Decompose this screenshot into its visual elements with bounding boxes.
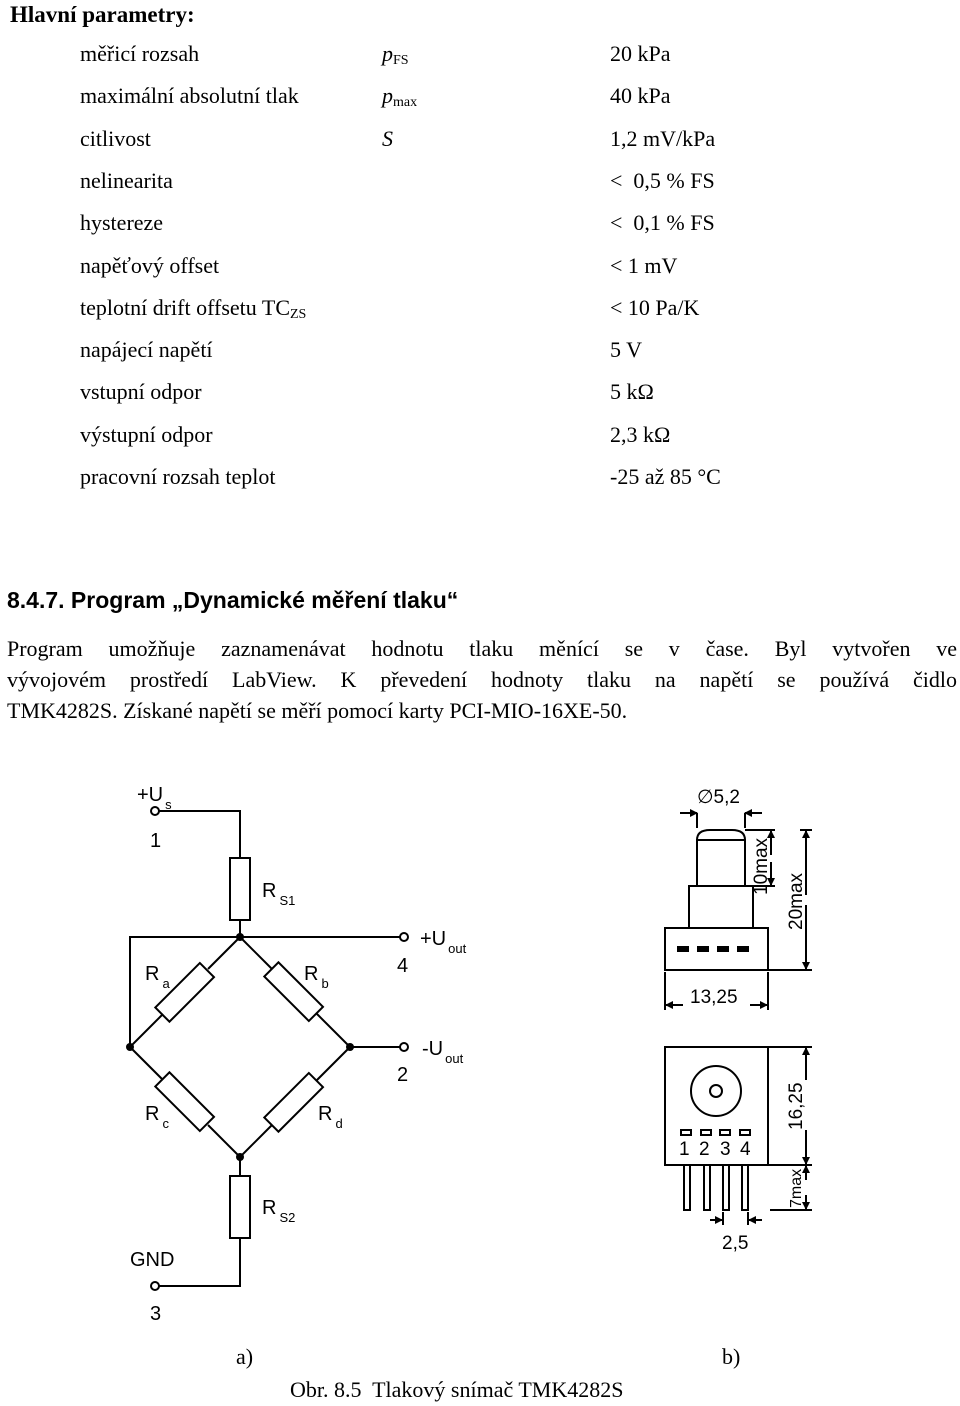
terminal-uout-pos <box>400 933 408 941</box>
port-base <box>689 886 753 928</box>
resistor-rs1 <box>230 858 250 920</box>
param-name: výstupní odpor <box>80 421 213 447</box>
param-value: 1,2 mV/kPa <box>610 125 716 151</box>
paragraph-line-1: Program umožňuje zaznamenávat hodnotu tlaku měnící se v čase. Byl vytvořen ve <box>7 636 957 661</box>
pin-1-lead <box>684 1165 690 1210</box>
terminal-uout-neg <box>400 1043 408 1051</box>
paragraph-line-3: TMK4282S. Získané napětí se měří pomocí karty PCI-MIO-16XE-50. <box>7 698 628 723</box>
label-uout-pos: +U $_{out}$ <box>420 928 467 956</box>
figure-caption: Obr. 8.5 Tlakový snímač TMK4282S <box>290 1377 624 1402</box>
param-value: 5 kΩ <box>610 379 654 405</box>
param-value: < 0,5 % FS <box>610 167 715 193</box>
wire-supply <box>159 811 240 858</box>
pin-label-3: 3 <box>720 1139 731 1160</box>
label-gnd: GND <box>130 1249 175 1271</box>
pin-label-4: 4 <box>740 1139 751 1160</box>
param-value: 2,3 kΩ <box>610 421 671 447</box>
dim-2-5: 2,5 <box>722 1233 749 1254</box>
param-value: < 10 Pa/K <box>610 294 700 320</box>
resistor-rd <box>264 1073 323 1132</box>
label-pin1: 1 <box>150 830 162 852</box>
label-rb: R $_b$ <box>304 963 329 991</box>
dim-7max: 7max <box>788 1168 805 1208</box>
label-pin4: 4 <box>397 955 409 977</box>
param-name: teplotní drift offsetu $TC_{ZS}$ <box>80 294 307 322</box>
param-value: 20 kPa <box>610 41 671 66</box>
dim-16-25: 16,25 <box>786 1082 807 1130</box>
param-name: nelinearita <box>80 167 173 193</box>
params-heading: Hlavní parametry: <box>10 2 195 27</box>
pin-2-lead <box>704 1165 710 1210</box>
label-rc: R $_c$ <box>145 1103 169 1131</box>
junction-dots <box>126 933 354 1161</box>
pin-label-1: 1 <box>679 1139 690 1160</box>
section-title: 8.4.7. Program „Dynamické měření tlaku“ <box>7 587 459 613</box>
param-name: měřicí rozsah <box>80 41 200 66</box>
param-name: hystereze <box>80 210 164 236</box>
dim-diameter: ∅5,2 <box>697 787 740 808</box>
label-rd: R $_d$ <box>318 1103 343 1131</box>
param-value: 5 V <box>610 337 642 363</box>
param-symbol: $p_{FS}$ <box>382 41 409 68</box>
port-outer-circle <box>691 1066 741 1116</box>
dim-10max: 10max <box>751 837 772 895</box>
label-rs2: R $_{S2}$ <box>262 1197 296 1225</box>
param-name: napájecí napětí <box>80 337 213 363</box>
param-value: < 1 mV <box>610 252 678 278</box>
label-uout-neg: -U $_{out}$ <box>422 1038 464 1066</box>
resistor-ra <box>155 963 214 1022</box>
param-value: < 0,1 % FS <box>610 210 715 236</box>
label-us: +U $_s$ <box>137 784 172 812</box>
param-name: citlivost <box>80 125 151 151</box>
terminal-gnd <box>151 1282 159 1290</box>
param-symbol: $p_{max}$ <box>382 83 418 111</box>
label-pin2: 2 <box>397 1064 409 1086</box>
port-inner-circle <box>710 1085 722 1097</box>
dim-13-25: 13,25 <box>690 987 738 1008</box>
param-value: 40 kPa <box>610 83 671 109</box>
label-ra: R $_a$ <box>145 963 170 991</box>
resistor-rs2 <box>230 1176 250 1238</box>
param-name: pracovní rozsah teplot <box>80 464 276 489</box>
param-symbol: S <box>382 125 393 151</box>
label-rs1: R $_{S1}$ <box>262 880 296 908</box>
param-name: napěťový offset <box>80 252 220 278</box>
figure-label-b: b) <box>722 1344 741 1369</box>
terminal-us <box>151 807 159 815</box>
port-cap <box>697 830 745 840</box>
figure-label-a: a) <box>236 1344 254 1369</box>
param-value: -25 až 85 °C <box>610 464 721 489</box>
param-name: vstupní odpor <box>80 379 202 405</box>
paragraph-line-2: vývojovém prostředí LabView. K převedení hodnoty tlaku na napětí se používá čidlo <box>7 667 957 692</box>
pin-3-lead <box>723 1165 729 1210</box>
label-pin3: 3 <box>150 1303 162 1325</box>
param-name: maximální absolutní tlak <box>80 83 299 109</box>
pin-label-2: 2 <box>699 1139 710 1160</box>
pin-pads <box>677 946 750 1135</box>
port-body <box>697 840 745 886</box>
pin-4-lead <box>742 1165 748 1210</box>
dim-20max: 20max <box>786 872 807 930</box>
